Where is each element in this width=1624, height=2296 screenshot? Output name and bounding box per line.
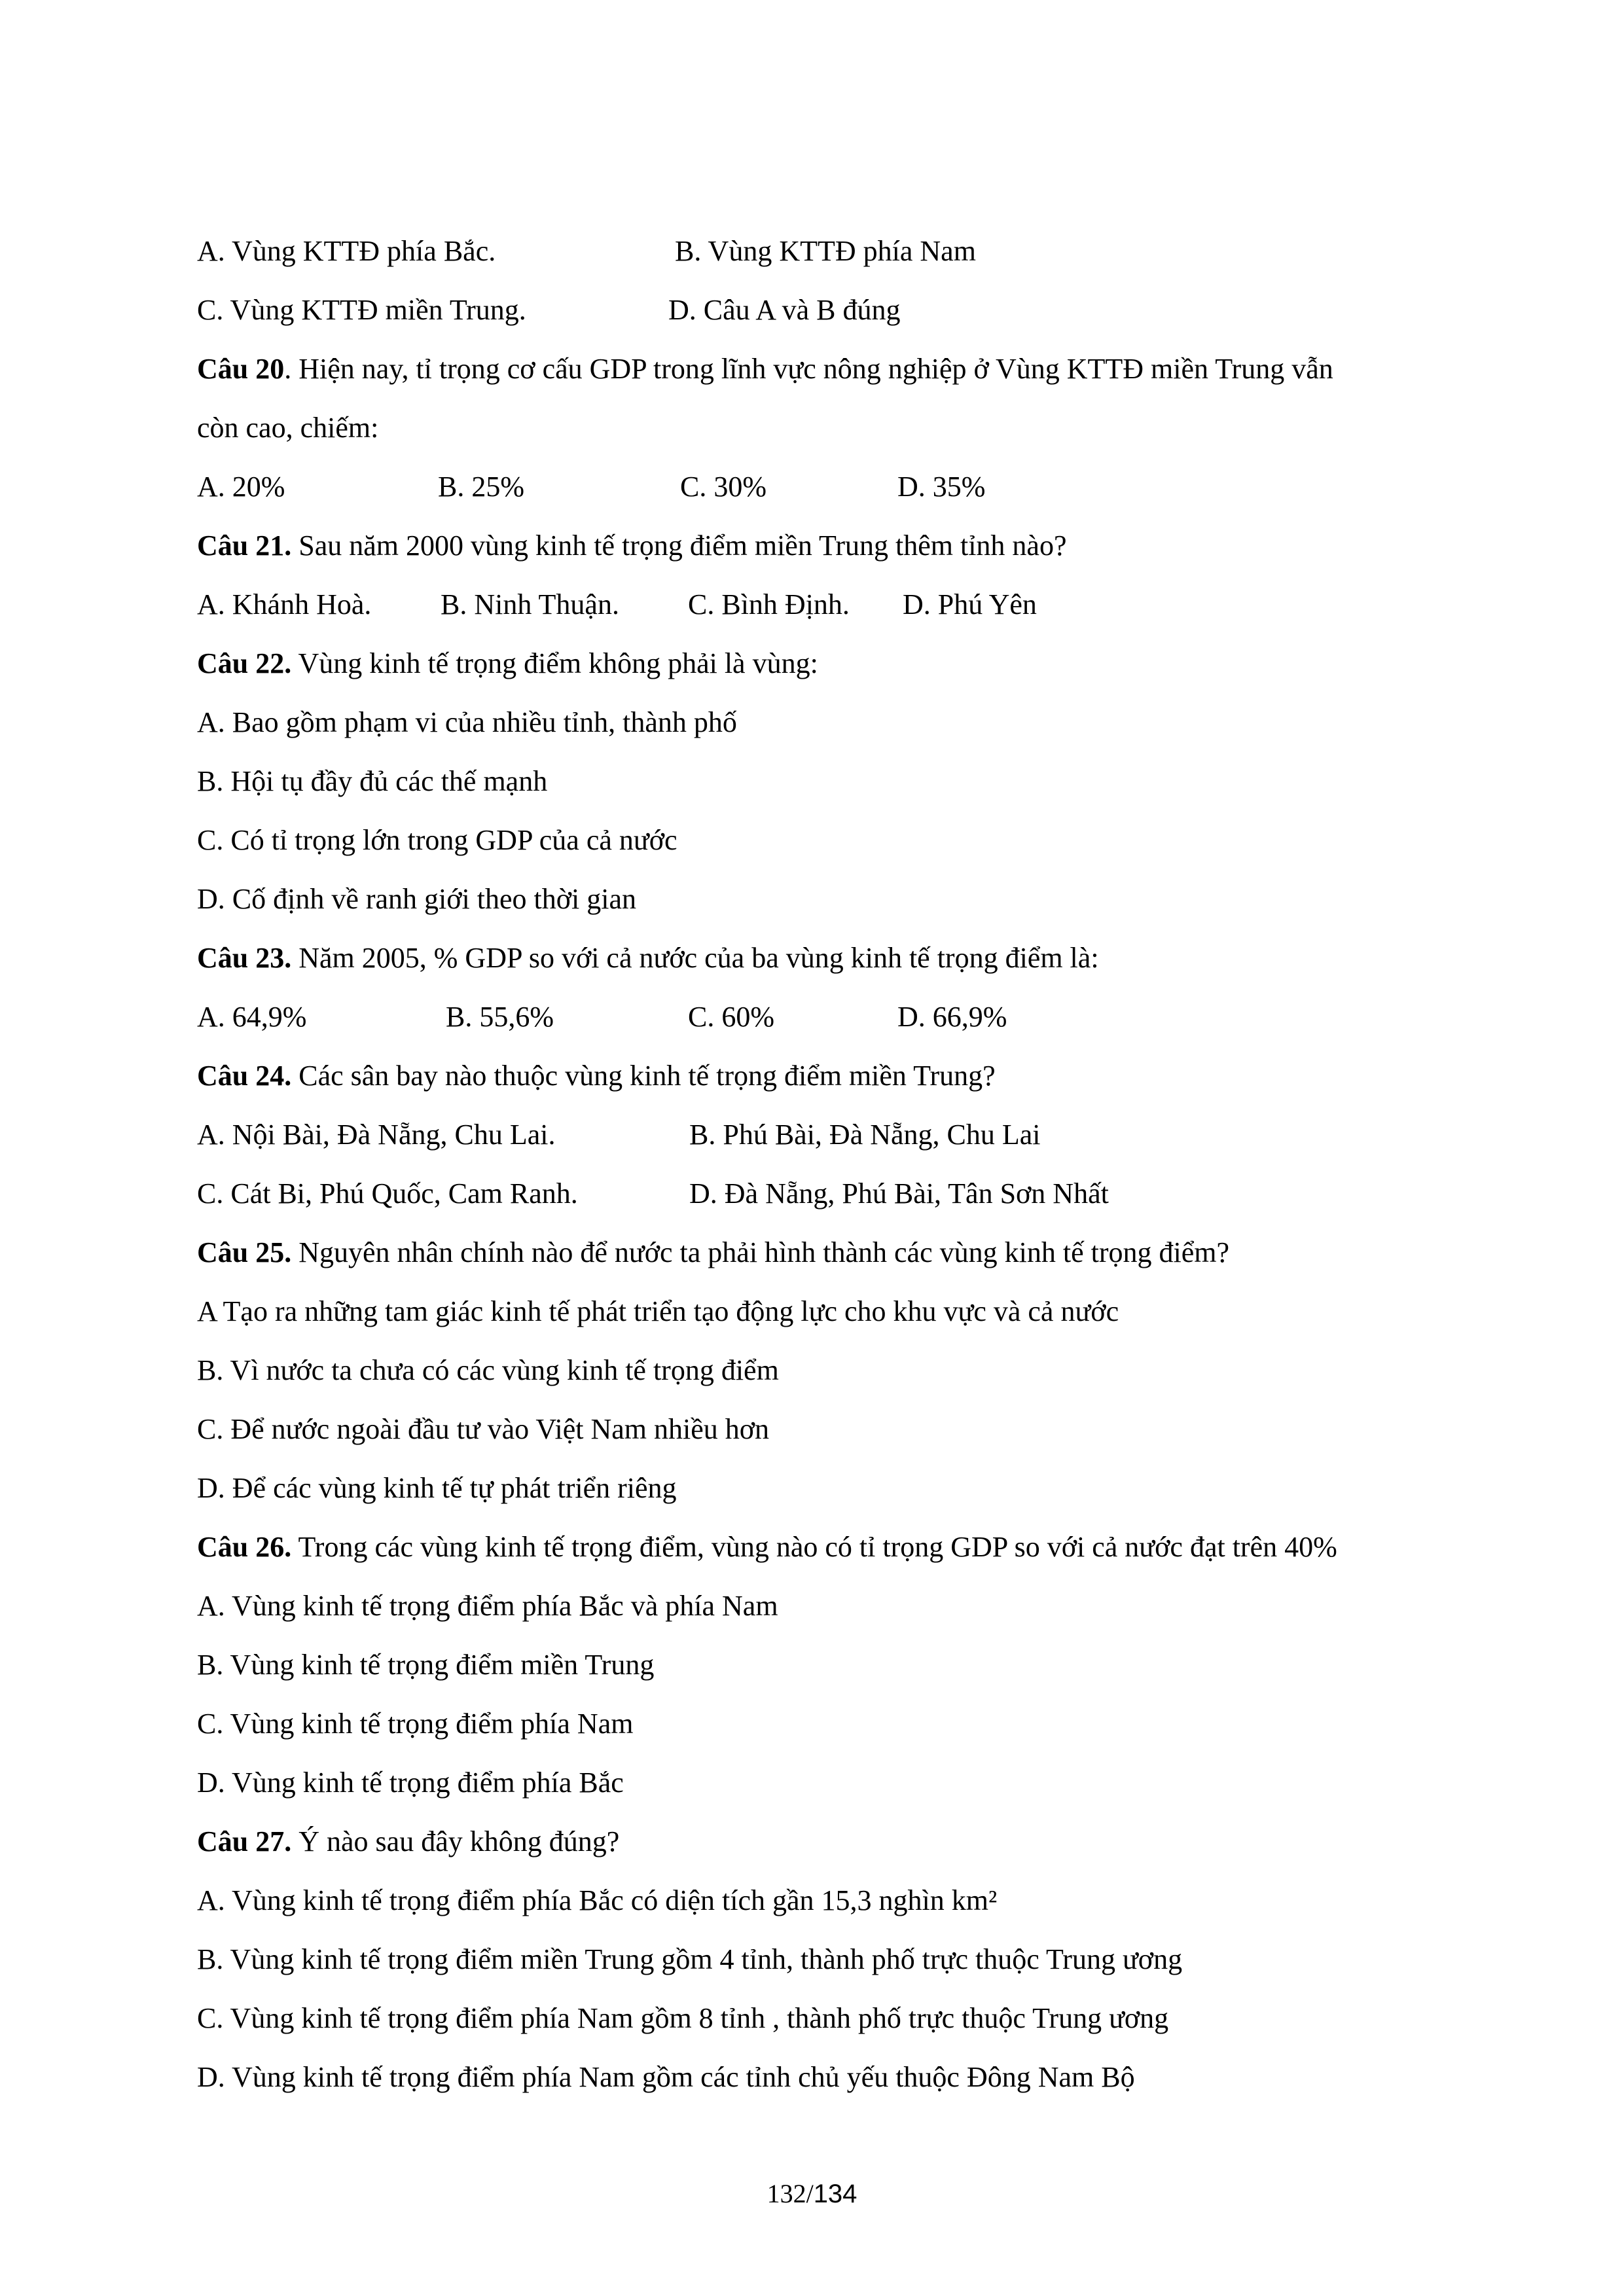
q24-text: Các sân bay nào thuộc vùng kinh tế trọng điểm miền Trung? bbox=[291, 1060, 996, 1092]
q22-option-a: A. Bao gồm phạm vi của nhiều tỉnh, thành phố bbox=[197, 706, 737, 738]
q20-text: . Hiện nay, tỉ trọng cơ cấu GDP trong lĩnh vực nông nghiệp ở Vùng KTTĐ miền Trung vẫn bbox=[284, 353, 1333, 385]
q26-text: Trong các vùng kinh tế trọng điểm, vùng nào có tỉ trọng GDP so với cả nước đạt trên 40% bbox=[291, 1531, 1337, 1563]
q27-option-b: B. Vùng kinh tế trọng điểm miền Trung gồm 4 tỉnh, thành phố trực thuộc Trung ương bbox=[197, 1943, 1183, 1975]
q22-label: Câu 22. bbox=[197, 647, 292, 679]
q19-option-d: D. Câu A và B đúng bbox=[668, 294, 901, 326]
q26-option-b-row bbox=[197, 1648, 654, 1682]
q25-option-c: C. Để nước ngoài đầu tư vào Việt Nam nhiều hơn bbox=[197, 1413, 770, 1445]
q26-option-d-row bbox=[197, 1766, 624, 1800]
q24-option-d: D. Đà Nẵng, Phú Bài, Tân Sơn Nhất bbox=[689, 1177, 1109, 1210]
q27-option-d: D. Vùng kinh tế trọng điểm phía Nam gồm các tỉnh chủ yếu thuộc Đông Nam Bộ bbox=[197, 2061, 1135, 2093]
page-number bbox=[0, 2178, 1624, 2210]
q22-option-d: D. Cố định về ranh giới theo thời gian bbox=[197, 883, 636, 915]
q21-option-d: D. Phú Yên bbox=[903, 588, 1037, 620]
q25-option-a-row bbox=[197, 1295, 1119, 1329]
q25-option-b: B. Vì nước ta chưa có các vùng kinh tế trọng điểm bbox=[197, 1354, 779, 1386]
q20-option-a: A. 20% bbox=[197, 471, 285, 503]
q25-option-d-row bbox=[197, 1471, 677, 1505]
q23-option-b: B. 55,6% bbox=[446, 1001, 554, 1033]
q25-label: Câu 25. bbox=[197, 1236, 292, 1268]
q26-option-a-row bbox=[197, 1589, 778, 1623]
q27-label: Câu 27. bbox=[197, 1825, 292, 1857]
q24-option-a: A. Nội Bài, Đà Nẵng, Chu Lai. bbox=[197, 1119, 556, 1151]
q26-option-c: C. Vùng kinh tế trọng điểm phía Nam bbox=[197, 1708, 634, 1740]
q27-option-b-row bbox=[197, 1943, 1182, 1977]
q24-option-b: B. Phú Bài, Đà Nẵng, Chu Lai bbox=[689, 1119, 1041, 1151]
q20-text-cont: còn cao, chiếm: bbox=[197, 412, 379, 444]
q23-option-c: C. 60% bbox=[688, 1001, 774, 1033]
q22-option-c: C. Có tỉ trọng lớn trong GDP của cả nước bbox=[197, 824, 677, 856]
q27-text: Ý nào sau đây không đúng? bbox=[291, 1825, 620, 1857]
q26-option-d: D. Vùng kinh tế trọng điểm phía Bắc bbox=[197, 1767, 624, 1799]
q20-option-b: B. 25% bbox=[438, 471, 524, 503]
q25-option-a: A Tạo ra những tam giác kinh tế phát triển tạo động lực cho khu vực và cả nước bbox=[197, 1295, 1119, 1327]
q22-option-a-row bbox=[197, 706, 737, 740]
q22-text: Vùng kinh tế trọng điểm không phải là vùng: bbox=[291, 647, 818, 679]
q20-option-c: C. 30% bbox=[680, 471, 767, 503]
q21-option-b: B. Ninh Thuận. bbox=[441, 588, 619, 620]
q20-question-cont bbox=[197, 411, 378, 445]
q19-option-b: B. Vùng KTTĐ phía Nam bbox=[675, 235, 976, 267]
q26-option-b: B. Vùng kinh tế trọng điểm miền Trung bbox=[197, 1649, 655, 1681]
page-number-total: 134 bbox=[813, 2179, 857, 2208]
q26-option-c-row bbox=[197, 1707, 633, 1741]
q19-option-c: C. Vùng KTTĐ miền Trung. bbox=[197, 294, 526, 326]
q27-option-d-row bbox=[197, 2060, 1135, 2094]
q22-option-d-row bbox=[197, 882, 636, 916]
q27-question bbox=[197, 1825, 619, 1859]
q25-option-b-row bbox=[197, 1354, 779, 1388]
q25-question bbox=[197, 1236, 1229, 1270]
q20-option-d: D. 35% bbox=[897, 471, 986, 503]
q21-text: Sau năm 2000 vùng kinh tế trọng điểm miền Trung thêm tỉnh nào? bbox=[291, 529, 1067, 562]
q26-label: Câu 26. bbox=[197, 1531, 292, 1563]
q23-question bbox=[197, 941, 1099, 975]
q22-option-b: B. Hội tụ đầy đủ các thế mạnh bbox=[197, 765, 548, 797]
q19-option-a: A. Vùng KTTĐ phía Bắc. bbox=[197, 235, 496, 267]
q24-option-c: C. Cát Bi, Phú Quốc, Cam Ranh. bbox=[197, 1177, 578, 1210]
q27-option-a: A. Vùng kinh tế trọng điểm phía Bắc có diện tích gần 15,3 nghìn km² bbox=[197, 1884, 998, 1916]
q23-text: Năm 2005, % GDP so với cả nước của ba vùng kinh tế trọng điểm là: bbox=[291, 942, 1099, 974]
q21-option-a: A. Khánh Hoà. bbox=[197, 588, 372, 620]
page-number-current: 132/ bbox=[767, 2179, 814, 2208]
q24-question bbox=[197, 1059, 996, 1093]
q22-option-c-row bbox=[197, 823, 677, 857]
q21-question bbox=[197, 529, 1067, 563]
q23-label: Câu 23. bbox=[197, 942, 292, 974]
q26-option-a: A. Vùng kinh tế trọng điểm phía Bắc và phía Nam bbox=[197, 1590, 778, 1622]
q20-question bbox=[197, 352, 1333, 386]
q25-option-d: D. Để các vùng kinh tế tự phát triển riêng bbox=[197, 1472, 677, 1504]
q27-option-c-row bbox=[197, 2001, 1168, 2036]
q24-label: Câu 24. bbox=[197, 1060, 292, 1092]
q26-question bbox=[197, 1530, 1337, 1564]
q20-label: Câu 20 bbox=[197, 353, 285, 385]
q27-option-c: C. Vùng kinh tế trọng điểm phía Nam gồm 8 tỉnh , thành phố trực thuộc Trung ương bbox=[197, 2002, 1169, 2034]
q21-option-c: C. Bình Định. bbox=[688, 588, 850, 620]
q22-option-b-row bbox=[197, 764, 547, 798]
q23-option-d: D. 66,9% bbox=[897, 1001, 1007, 1033]
q25-option-c-row bbox=[197, 1412, 769, 1446]
q25-text: Nguyên nhân chính nào để nước ta phải hình thành các vùng kinh tế trọng điểm? bbox=[291, 1236, 1229, 1268]
q21-label: Câu 21. bbox=[197, 529, 292, 562]
q23-option-a: A. 64,9% bbox=[197, 1001, 307, 1033]
q22-question bbox=[197, 647, 818, 681]
q27-option-a-row bbox=[197, 1884, 997, 1918]
